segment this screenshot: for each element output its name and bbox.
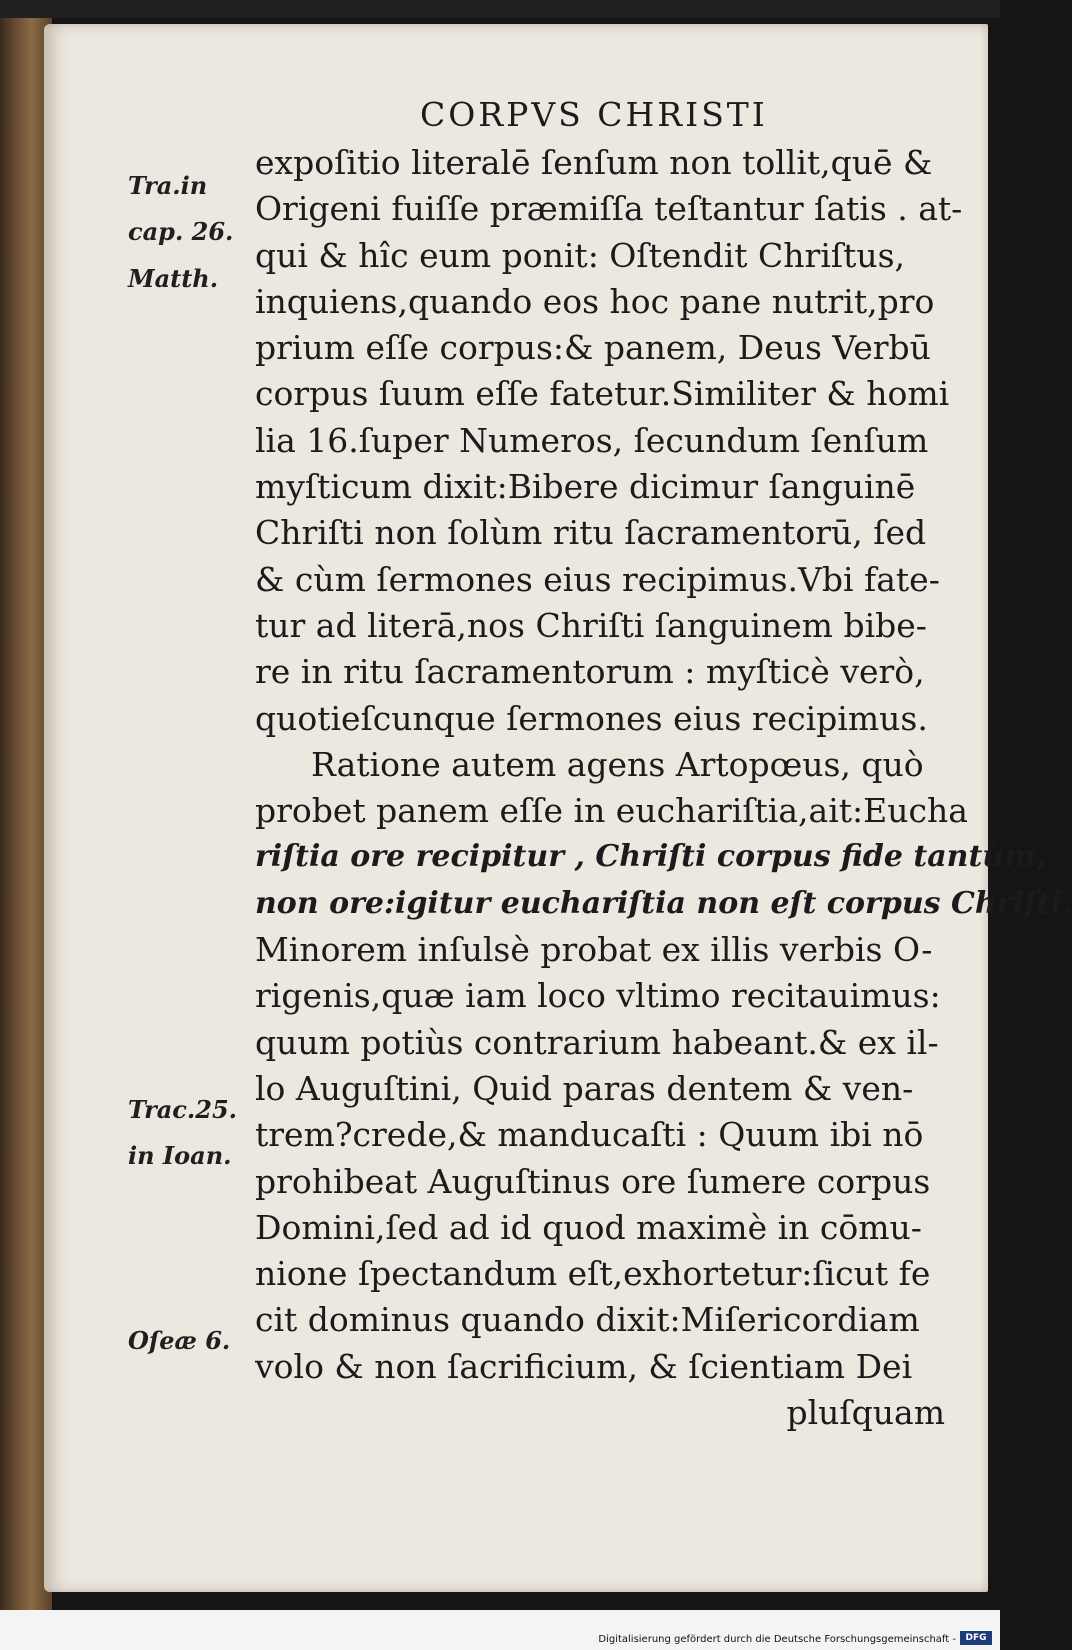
text-line: nione ſpectandum eſt,exhortetur:ſicut fe [255,1254,931,1294]
text-line: & cùm ſermones eius recipimus.Vbi fate- [255,559,940,599]
text-line: Chriſti non ſolùm ritu ſacramentorū, ſed [255,513,927,553]
text-line: Ratione autem agens Artopœus, quò [311,744,924,784]
margin-note-cap-26: cap. 26. [128,217,234,246]
text-line: cit dominus quando dixit:Miſericordiam [255,1300,920,1340]
body-text [255,140,1072,1436]
text-line: myſticum dixit:Bibere dicimur ſanguinē [255,467,916,507]
text-line: trem?crede,& manducaſti : Quum ibi nō [255,1115,924,1155]
margin-note-osee-6: Oſeæ 6. [128,1326,231,1355]
text-line: lo Auguſtini, Quid paras dentem & ven- [255,1068,914,1108]
margin-note-trac-25: Trac.25. [128,1095,238,1124]
text-line: rigenis,quæ iam loco vltimo recitauimus: [255,976,941,1016]
text-line: quotieſcunque ſermones eius recipimus. [255,698,928,738]
text-line: corpus ſuum eſſe fatetur.Similiter & homi [255,374,950,414]
margin-note-tra-in: Tra.in [128,171,208,200]
margin-note-matth: Matth. [128,264,219,293]
top-edge [0,0,1000,18]
dfg-logo: DFG [960,1631,992,1645]
text-line: lia 16.ſuper Numeros, ſecundum ſenſum [255,420,929,460]
text-line: Origeni fuiſſe præmiſſa teſtantur ſatis . at- [255,189,963,229]
text-line: prium eſſe corpus:& panem, Deus Verbū [255,328,931,368]
running-head: CORPVS CHRISTI [420,95,768,134]
text-line: volo & non ſacrificium, & ſcientiam Dei [255,1346,913,1386]
text-line: Minorem inſulsè probat ex illis verbis O- [255,930,933,970]
text-line: inquiens,quando eos hoc pane nutrit,pro [255,281,935,321]
text-line: re in ritu ſacramentorum : myſticè verò, [255,652,925,692]
digitization-credit: Digitalisierung gefördert durch die Deutsche Forschungsgemeinschaft - [598,1634,956,1645]
text-line: tur ad literā,nos Chriſti ſanguinem bibe- [255,605,927,645]
text-line: Domini,ſed ad id quod maximè in cōmu- [255,1207,922,1247]
text-line: quum potiùs contrarium habeant.& ex il- [255,1022,939,1062]
text-line: probet panem eſſe in euchariſtia,ait:Eucha [255,791,968,831]
italic-quote-line: non ore:igitur euchariſtia non eſt corpus Chriſti. [255,885,1072,921]
margin-note-in-ioan: in Ioan. [128,1141,232,1170]
catchword: pluſquam [786,1393,945,1433]
text-line: prohibeat Auguſtinus ore ſumere corpus [255,1161,931,1201]
italic-quote-line: riſtia ore recipitur , Chriſti corpus fide tantùm, [255,839,1047,875]
text-line: expoſitio literalē ſenſum non tollit,quē & [255,143,933,182]
text-line: qui & hîc eum ponit: Oſtendit Chriſtus, [255,235,906,275]
